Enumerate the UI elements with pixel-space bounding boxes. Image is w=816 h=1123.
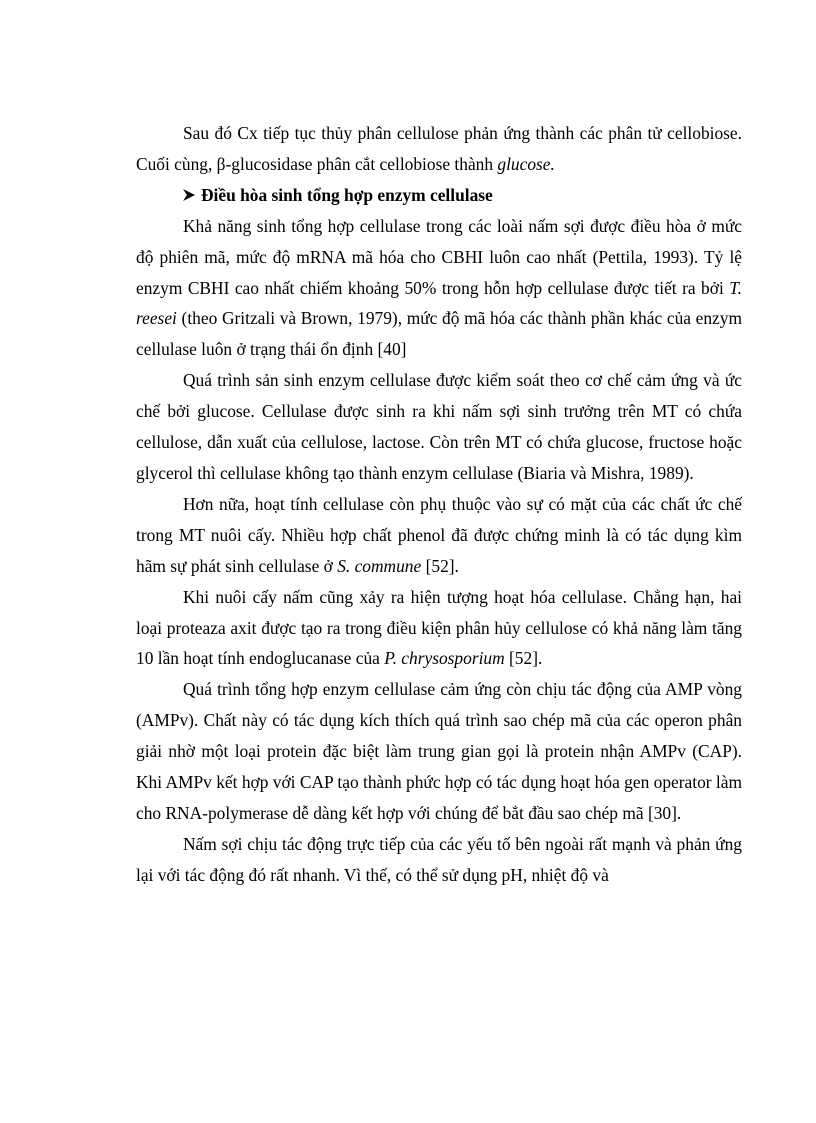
italic-species-p-chrysosporium: P. chrysosporium: [384, 648, 505, 669]
italic-species-t-reesei: T. reesei: [136, 277, 742, 329]
paragraph-transcription-regulation: [136, 211, 742, 366]
text-run: Quá trình tổng hợp enzym cellulase cảm ứng còn chịu tác động của AMP vòng (AMPv). Chất này có tác dụng kích thích quá trình sao chép mã của các operon phân giải nhờ một loại protein đặc biệt làm trung gian gọi là protein nhận AMPv (CAP). Khi AMPv kết hợp với CAP tạo thành phức hợp có tác dụng hoạt hóa gen operator làm cho RNA-polymerase dễ dàng kết hợp với chúng để bắt đầu sao chép mã [30].: [136, 679, 742, 823]
text-run: [52].: [421, 555, 459, 576]
italic-species-s-commune: S. commune: [337, 555, 422, 576]
paragraph-activation: [136, 582, 742, 675]
text-run: Hơn nữa, hoạt tính cellulase còn phụ thuộc vào sự có mặt của các chất ức chế trong MT nuôi cấy. Nhiều hợp chất phenol đã được chứng minh là có tác dụng kìm hãm sự phát sinh cellulase ở: [136, 493, 742, 576]
text-run: Khả năng sinh tổng hợp cellulase trong các loài nấm sợi được điều hòa ở mức độ phiên mã, mức độ mRNA mã hóa cho CBHI luôn cao nhất (Pettila, 1993). Tỷ lệ enzym CBHI cao nhất chiếm khoảng 50% trong hỗn hợp cellulase được tiết ra bởi: [136, 215, 742, 298]
section-heading-text: Điều hòa sinh tổng hợp enzym cellulase: [201, 184, 493, 205]
paragraph-camp: [136, 674, 742, 829]
text-run: (theo Gritzali và Brown, 1979), mức độ mã hóa các thành phần khác của enzym cellulase luôn ở trạng thái ổn định [40]: [136, 308, 742, 360]
section-heading: [136, 180, 742, 211]
text-run: Quá trình sản sinh enzym cellulase được kiểm soát theo cơ chế cảm ứng và ức chế bởi glucose. Cellulase được sinh ra khi nấm sợi sinh trưởng trên MT có chứa cellulose, dẫn xuất của cellulose, lactose. Còn trên MT có chứa glucose, fructose hoặc glycerol thì cellulase không tạo thành enzym cellulase (Biaria và Mishra, 1989).: [136, 370, 742, 483]
paragraph-cellobiose: [136, 118, 742, 180]
text-run: [52].: [504, 648, 543, 669]
paragraph-external-factors: [136, 829, 742, 891]
text-run: Sau đó Cx tiếp tục thủy phân cellulose phản ứng thành các phân tử cellobiose. Cuối cùng, β-glucosidase phân cắt cellobiose thành: [136, 123, 742, 174]
document-page: [136, 118, 742, 891]
text-run: Nấm sợi chịu tác động trực tiếp của các yếu tố bên ngoài rất mạnh và phản ứng lại với tác động đó rất nhanh. Vì thế, có thể sử dụng pH, nhiệt độ và: [136, 833, 742, 885]
paragraph-induction-repression: [136, 365, 742, 489]
arrow-bullet-icon: [183, 189, 195, 201]
paragraph-inhibitors: [136, 489, 742, 582]
text-run: Khi nuôi cấy nấm cũng xảy ra hiện tượng hoạt hóa cellulase. Chẳng hạn, hai loại proteaza axit được tạo ra trong điều kiện phân hủy cellulose có khả năng làm tăng 10 lần hoạt tính endoglucanase của: [136, 586, 742, 669]
italic-term-glucose: glucose.: [497, 153, 555, 174]
